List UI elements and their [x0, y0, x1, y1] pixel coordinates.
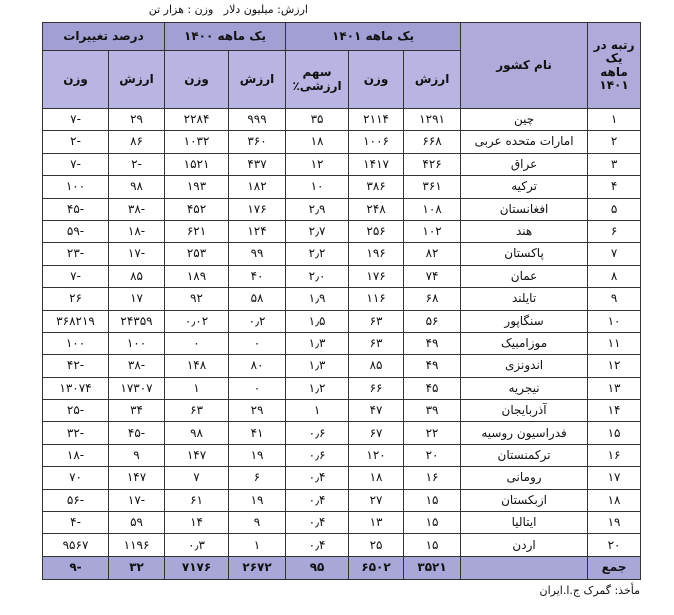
cell-weight-1400: ۱۴۸ [165, 355, 229, 377]
total-value-change: ۳۲ [109, 556, 165, 579]
cell-weight-1400: ۱۴۷ [165, 444, 229, 466]
cell-weight-1400: ۱۸۹ [165, 265, 229, 287]
total-label: جمع [588, 556, 641, 579]
cell-country: هند [461, 220, 588, 242]
table-row [43, 153, 641, 175]
cell-share-1401: ۲٫۷ [286, 220, 349, 242]
cell-share-1401: ۱٫۲ [286, 377, 349, 399]
table-row [43, 131, 641, 153]
cell-value-1400: ۰ [229, 377, 286, 399]
cell-weight-1400: ۹۲ [165, 288, 229, 310]
cell-share-1401: ۲٫۲ [286, 243, 349, 265]
cell-value-change: -۱۷ [109, 489, 165, 511]
cell-weight-1400: ۹۸ [165, 422, 229, 444]
cell-share-1401: ۰٫۴ [286, 467, 349, 489]
cell-value-1401: ۱۲۹۱ [404, 109, 461, 131]
cell-weight-change: -۱۸ [43, 444, 109, 466]
cell-rank: ۱۳ [588, 377, 641, 399]
total-weight-1401: ۶۵۰۲ [349, 556, 404, 579]
cell-value-change: ۱۰۰ [109, 332, 165, 354]
table-row [43, 265, 641, 287]
cell-share-1401: ۳۵ [286, 109, 349, 131]
cell-weight-1400: ۰٫۰۲ [165, 310, 229, 332]
units-note: ارزش: میلیون دلار وزن : هزار تن [148, 3, 308, 16]
cell-value-1401: ۲۰ [404, 444, 461, 466]
cell-weight-1400: ۱ [165, 377, 229, 399]
source-note: مأخذ: گمرک ج.ا.ایران [539, 584, 640, 597]
header-weight-1400: وزن [165, 51, 229, 109]
cell-value-1400: ۳۶۰ [229, 131, 286, 153]
cell-value-1401: ۱۵ [404, 512, 461, 534]
cell-weight-1400: ۰٫۳ [165, 534, 229, 556]
cell-country: امارات متحده عربی [461, 131, 588, 153]
header-period-1400: یک ماهه ۱۴۰۰ [165, 23, 286, 51]
cell-weight-1401: ۱۸ [349, 467, 404, 489]
cell-country: ایتالیا [461, 512, 588, 534]
cell-value-1401: ۶۶۸ [404, 131, 461, 153]
cell-weight-1401: ۲۵۶ [349, 220, 404, 242]
cell-value-change: ۸۶ [109, 131, 165, 153]
cell-weight-1401: ۱۹۶ [349, 243, 404, 265]
cell-value-1401: ۸۲ [404, 243, 461, 265]
header-value-1400: ارزش [229, 51, 286, 109]
cell-value-1401: ۱۵ [404, 489, 461, 511]
table-row [43, 332, 641, 354]
cell-value-change: ۲۹ [109, 109, 165, 131]
cell-rank: ۱۶ [588, 444, 641, 466]
cell-weight-1401: ۱۲۰ [349, 444, 404, 466]
header-share-1401: سهم ارزشی٪ [286, 51, 349, 109]
cell-value-change: ۱۷۳۰۷ [109, 377, 165, 399]
cell-share-1401: ۱٫۳ [286, 332, 349, 354]
cell-value-1400: ۴۳۷ [229, 153, 286, 175]
cell-weight-1400: ۱۹۳ [165, 176, 229, 198]
table-row [43, 220, 641, 242]
cell-weight-1401: ۴۷ [349, 400, 404, 422]
cell-value-1401: ۱۶ [404, 467, 461, 489]
cell-weight-change: -۲ [43, 131, 109, 153]
cell-rank: ۱۸ [588, 489, 641, 511]
cell-country: اندونزی [461, 355, 588, 377]
cell-value-1400: ۴۰ [229, 265, 286, 287]
cell-country: آذربایجان [461, 400, 588, 422]
cell-value-1400: ۰ [229, 332, 286, 354]
cell-weight-1400: ۲۵۳ [165, 243, 229, 265]
cell-weight-change: -۵۶ [43, 489, 109, 511]
cell-weight-change: ۹۵۶۷ [43, 534, 109, 556]
cell-rank: ۵ [588, 198, 641, 220]
cell-value-1400: ۱۷۶ [229, 198, 286, 220]
cell-value-1401: ۵۶ [404, 310, 461, 332]
cell-value-1400: ۹۹۹ [229, 109, 286, 131]
cell-country: سنگاپور [461, 310, 588, 332]
cell-weight-1401: ۸۵ [349, 355, 404, 377]
cell-value-1401: ۶۸ [404, 288, 461, 310]
cell-value-1400: ۴۱ [229, 422, 286, 444]
cell-country: موزامبیک [461, 332, 588, 354]
cell-weight-1400: ۲۲۸۴ [165, 109, 229, 131]
cell-country: اردن [461, 534, 588, 556]
cell-value-1400: ۱۲۴ [229, 220, 286, 242]
table-row [43, 109, 641, 131]
header-weight-1401: وزن [349, 51, 404, 109]
cell-value-change: ۳۴ [109, 400, 165, 422]
cell-weight-change: -۷ [43, 109, 109, 131]
cell-value-change: ۵۹ [109, 512, 165, 534]
total-share-1401: ۹۵ [286, 556, 349, 579]
cell-share-1401: ۲٫۰ [286, 265, 349, 287]
cell-weight-1401: ۶۳ [349, 332, 404, 354]
total-value-1401: ۳۵۲۱ [404, 556, 461, 579]
cell-country: ازبکستان [461, 489, 588, 511]
cell-value-change: ۱۷ [109, 288, 165, 310]
table-row [43, 534, 641, 556]
cell-value-1401: ۴۵ [404, 377, 461, 399]
cell-weight-change: -۲۵ [43, 400, 109, 422]
table-row [43, 422, 641, 444]
cell-rank: ۷ [588, 243, 641, 265]
cell-value-1401: ۱۰۸ [404, 198, 461, 220]
cell-value-change: -۴۵ [109, 422, 165, 444]
cell-weight-change: ۲۶ [43, 288, 109, 310]
cell-weight-1400: ۴۵۲ [165, 198, 229, 220]
cell-share-1401: ۰٫۶ [286, 444, 349, 466]
cell-value-1400: ۶ [229, 467, 286, 489]
cell-value-change: ۸۵ [109, 265, 165, 287]
cell-value-1400: ۵۸ [229, 288, 286, 310]
cell-weight-1401: ۶۶ [349, 377, 404, 399]
cell-rank: ۳ [588, 153, 641, 175]
cell-share-1401: ۲٫۹ [286, 198, 349, 220]
cell-rank: ۹ [588, 288, 641, 310]
cell-country: رومانی [461, 467, 588, 489]
table-row [43, 310, 641, 332]
cell-value-change: ۹۸ [109, 176, 165, 198]
cell-value-change: -۲ [109, 153, 165, 175]
cell-weight-change: ۳۶۸۲۱۹ [43, 310, 109, 332]
cell-country: تایلند [461, 288, 588, 310]
table-row [43, 512, 641, 534]
cell-share-1401: ۱۸ [286, 131, 349, 153]
cell-value-change: -۱۸ [109, 220, 165, 242]
table-row [43, 176, 641, 198]
cell-rank: ۱۱ [588, 332, 641, 354]
cell-weight-1401: ۲۴۸ [349, 198, 404, 220]
cell-value-1401: ۴۲۶ [404, 153, 461, 175]
cell-share-1401: ۱ [286, 400, 349, 422]
cell-value-change: ۲۴۳۵۹ [109, 310, 165, 332]
cell-weight-1400: ۶۳ [165, 400, 229, 422]
cell-value-1400: ۹ [229, 512, 286, 534]
trade-table [42, 22, 641, 580]
cell-value-1400: ۱۹ [229, 489, 286, 511]
header-value-1401: ارزش [404, 51, 461, 109]
header-period-1401: یک ماهه ۱۴۰۱ [286, 23, 461, 51]
total-value-1400: ۲۶۷۲ [229, 556, 286, 579]
cell-rank: ۶ [588, 220, 641, 242]
cell-weight-change: ۱۳۰۷۴ [43, 377, 109, 399]
cell-weight-change: ۱۰۰ [43, 332, 109, 354]
cell-value-1401: ۴۹ [404, 332, 461, 354]
cell-country: فدراسیون روسیه [461, 422, 588, 444]
cell-share-1401: ۱۰ [286, 176, 349, 198]
cell-rank: ۲۰ [588, 534, 641, 556]
cell-weight-1401: ۱۰۰۶ [349, 131, 404, 153]
cell-weight-1400: ۱۵۲۱ [165, 153, 229, 175]
cell-weight-1401: ۱۴۱۷ [349, 153, 404, 175]
cell-rank: ۱۵ [588, 422, 641, 444]
cell-weight-1401: ۶۷ [349, 422, 404, 444]
total-weight-change: -۹ [43, 556, 109, 579]
table-row [43, 243, 641, 265]
cell-country: پاکستان [461, 243, 588, 265]
table-row [43, 355, 641, 377]
cell-weight-change: -۴۲ [43, 355, 109, 377]
cell-weight-change: -۷ [43, 153, 109, 175]
cell-value-1401: ۴۹ [404, 355, 461, 377]
cell-country: عراق [461, 153, 588, 175]
cell-rank: ۴ [588, 176, 641, 198]
cell-country: عمان [461, 265, 588, 287]
cell-weight-change: ۷۰ [43, 467, 109, 489]
table-row [43, 198, 641, 220]
cell-value-1400: ۰٫۲ [229, 310, 286, 332]
cell-value-change: -۳۸ [109, 198, 165, 220]
cell-weight-1401: ۱۳ [349, 512, 404, 534]
cell-weight-change: ۱۰۰ [43, 176, 109, 198]
header-country: نام کشور [461, 23, 588, 109]
cell-weight-1401: ۳۸۶ [349, 176, 404, 198]
cell-share-1401: ۰٫۴ [286, 489, 349, 511]
cell-value-1400: ۱۹ [229, 444, 286, 466]
header-weight-change: وزن [43, 51, 109, 109]
cell-rank: ۸ [588, 265, 641, 287]
header-change-pct: درصد تغییرات [43, 23, 165, 51]
cell-value-1401: ۷۴ [404, 265, 461, 287]
cell-value-1400: ۱ [229, 534, 286, 556]
cell-value-1401: ۱۰۲ [404, 220, 461, 242]
cell-weight-1400: ۶۲۱ [165, 220, 229, 242]
cell-country: افغانستان [461, 198, 588, 220]
cell-country: ترکیه [461, 176, 588, 198]
cell-country: ترکمنستان [461, 444, 588, 466]
cell-rank: ۱۷ [588, 467, 641, 489]
cell-country: نیجریه [461, 377, 588, 399]
cell-country: چین [461, 109, 588, 131]
cell-weight-change: -۴ [43, 512, 109, 534]
total-country-empty [461, 556, 588, 579]
cell-value-1401: ۱۵ [404, 534, 461, 556]
cell-weight-change: -۳۲ [43, 422, 109, 444]
cell-value-change: ۹ [109, 444, 165, 466]
cell-weight-change: -۲۳ [43, 243, 109, 265]
cell-share-1401: ۰٫۴ [286, 534, 349, 556]
cell-weight-change: -۷ [43, 265, 109, 287]
cell-weight-1400: ۱۰۳۲ [165, 131, 229, 153]
cell-rank: ۱۲ [588, 355, 641, 377]
cell-value-1400: ۹۹ [229, 243, 286, 265]
total-weight-1400: ۷۱۷۶ [165, 556, 229, 579]
cell-weight-1401: ۶۳ [349, 310, 404, 332]
cell-weight-1401: ۲۷ [349, 489, 404, 511]
cell-weight-1401: ۲۱۱۴ [349, 109, 404, 131]
cell-share-1401: ۱٫۹ [286, 288, 349, 310]
cell-value-change: -۱۷ [109, 243, 165, 265]
cell-share-1401: ۱۲ [286, 153, 349, 175]
header-row-groups [43, 23, 641, 51]
cell-value-1400: ۸۰ [229, 355, 286, 377]
cell-weight-1400: ۱۴ [165, 512, 229, 534]
cell-weight-1400: ۷ [165, 467, 229, 489]
table-row [43, 377, 641, 399]
cell-share-1401: ۱٫۳ [286, 355, 349, 377]
cell-value-1400: ۱۸۲ [229, 176, 286, 198]
table-row [43, 489, 641, 511]
cell-rank: ۱۴ [588, 400, 641, 422]
cell-value-change: ۱۱۹۶ [109, 534, 165, 556]
cell-rank: ۱ [588, 109, 641, 131]
table-row [43, 467, 641, 489]
cell-weight-1401: ۲۵ [349, 534, 404, 556]
cell-weight-1400: ۶۱ [165, 489, 229, 511]
cell-weight-change: -۵۹ [43, 220, 109, 242]
cell-value-1401: ۲۲ [404, 422, 461, 444]
cell-share-1401: ۰٫۴ [286, 512, 349, 534]
total-row [43, 556, 641, 579]
cell-value-change: -۳۸ [109, 355, 165, 377]
cell-value-1401: ۳۶۱ [404, 176, 461, 198]
table-row [43, 400, 641, 422]
cell-weight-change: -۴۵ [43, 198, 109, 220]
cell-weight-1401: ۱۱۶ [349, 288, 404, 310]
cell-value-1401: ۳۹ [404, 400, 461, 422]
cell-weight-1401: ۱۷۶ [349, 265, 404, 287]
cell-share-1401: ۰٫۶ [286, 422, 349, 444]
table-row [43, 288, 641, 310]
header-rank: رتبه در یک ماهه ۱۴۰۱ [588, 23, 641, 109]
cell-rank: ۲ [588, 131, 641, 153]
cell-rank: ۱۹ [588, 512, 641, 534]
cell-weight-1400: ۰ [165, 332, 229, 354]
table-row [43, 444, 641, 466]
cell-value-change: ۱۴۷ [109, 467, 165, 489]
header-value-change: ارزش [109, 51, 165, 109]
cell-share-1401: ۱٫۵ [286, 310, 349, 332]
cell-value-1400: ۲۹ [229, 400, 286, 422]
cell-rank: ۱۰ [588, 310, 641, 332]
